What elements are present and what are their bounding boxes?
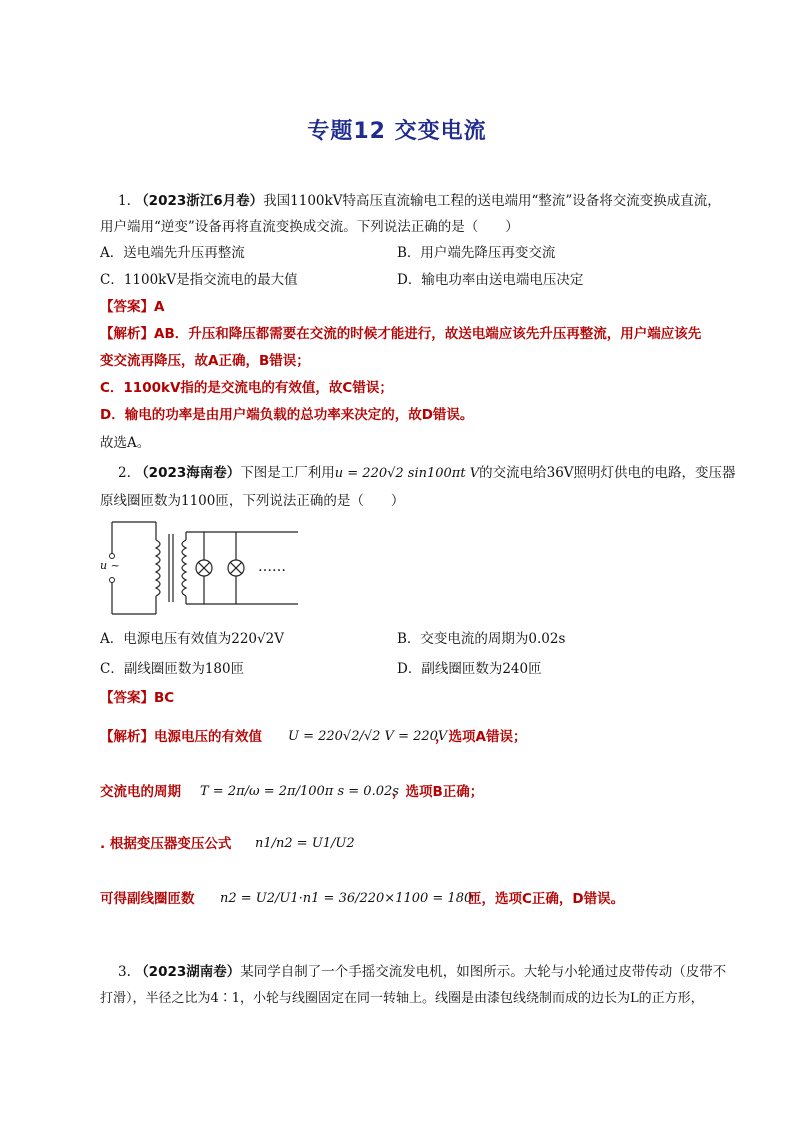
question-1-conclusion: 故选A。	[100, 435, 151, 451]
question-2-option-c: C．副线圈匝数为180匝	[100, 661, 245, 677]
question-2-line-1	[118, 463, 736, 483]
question-3-stem-1: 某同学自制了一个手摇交流发电机，如图所示。大轮与小轮通过皮带传动（皮带不	[240, 964, 727, 980]
question-1-option-d: D．输电功率由送电端电压决定	[397, 272, 584, 288]
question-1-option-b: B．用户端先降压再变交流	[397, 245, 556, 261]
question-2-stem-b: 的交流电给36V照明灯供电的电路，变压器	[479, 465, 736, 481]
question-1-analysis-4: D．输电的功率是由用户端负载的总功率来决定的，故D错误。	[100, 407, 474, 423]
question-2-step-4-tail: 匝，选项C正确，D错误。	[468, 891, 625, 907]
question-1-option-c: C．1100kV是指交流电的最大值	[100, 272, 298, 288]
question-1-source: （2023浙江6月卷）	[135, 193, 264, 209]
question-2-source: （2023海南卷）	[135, 465, 241, 481]
question-2-step-2-formula: T = 2π/ω = 2π/100π s = 0.02s	[200, 784, 399, 799]
question-3-number: 3.	[118, 964, 131, 980]
question-3-source: （2023湖南卷）	[135, 964, 241, 980]
question-2-formula: u = 220√2 sin100πt V	[334, 466, 480, 481]
page-title: 专题12 交变电流	[307, 119, 487, 144]
question-2-stem-a: 下图是工厂利用	[240, 465, 335, 481]
question-2-step-2-text: 交流电的周期	[100, 784, 181, 800]
question-2-step-2-tail: ，选项B正确；	[392, 784, 484, 800]
question-2-stem-2: 原线圈匝数为1100匝，下列说法正确的是（ ）	[100, 493, 405, 509]
question-2-option-d: D．副线圈匝数为240匝	[397, 661, 542, 677]
question-1-analysis-1	[100, 324, 701, 344]
question-2-step-3-text: . 根据变压器变压公式	[100, 836, 232, 852]
question-2-step-3-formula: n1/n2 = U1/U2	[255, 836, 355, 851]
question-3-line-1	[118, 962, 726, 982]
question-2-option-b: B．交变电流的周期为0.02s	[397, 631, 566, 647]
question-2-answer: 【答案】BC	[100, 690, 175, 706]
analysis-text: AB．升压和降压都需要在交流的时候才能进行，故送电端应该先升压再整流，用户端应该先	[154, 326, 702, 342]
question-1-number: 1.	[118, 193, 131, 209]
question-2-step-1-formula: U = 220√2/√2 V = 220V	[288, 729, 448, 744]
question-2-number: 2.	[118, 465, 131, 481]
step-1-text: 电源电压的有效值	[154, 729, 262, 745]
question-2-step-1-text	[100, 727, 262, 747]
question-2-step-4-text: 可得副线圈匝数	[100, 891, 195, 907]
question-1-stem-1: 我国1100kV特高压直流输电工程的送电端用“整流”设备将交流变换成直流，	[263, 193, 721, 209]
analysis-label: 【解析】	[100, 729, 154, 745]
question-1-stem-2: 用户端用“逆变”设备再将直流变换成交流。下列说法正确的是（ ）	[100, 219, 519, 235]
circuit-more-lamps: ……	[258, 559, 286, 575]
question-2-step-1-tail: ，选项A错误；	[435, 729, 527, 745]
question-1-analysis-3: C．1100kV指的是交流电的有效值，故C错误；	[100, 380, 393, 396]
question-2-option-a: A．电源电压有效值为220√2V	[100, 631, 284, 647]
question-3-stem-2: 打滑），半径之比为4∶1，小轮与线圈固定在同一转轴上。线圈是由漆包线绕制而成的边长为L的正方形，	[100, 991, 704, 1006]
question-1-answer: 【答案】A	[100, 299, 165, 315]
question-1-option-a: A．送电端先升压再整流	[100, 245, 245, 261]
question-1-analysis-2: 变交流再降压，故A正确，B错误；	[100, 353, 310, 369]
circuit-source-label: u ~	[100, 559, 120, 572]
question-2-step-4-formula: n2 = U2/U1·n1 = 36/220×1100 = 180	[220, 891, 473, 906]
question-1-line-1	[118, 191, 721, 211]
analysis-label: 【解析】	[100, 326, 154, 342]
